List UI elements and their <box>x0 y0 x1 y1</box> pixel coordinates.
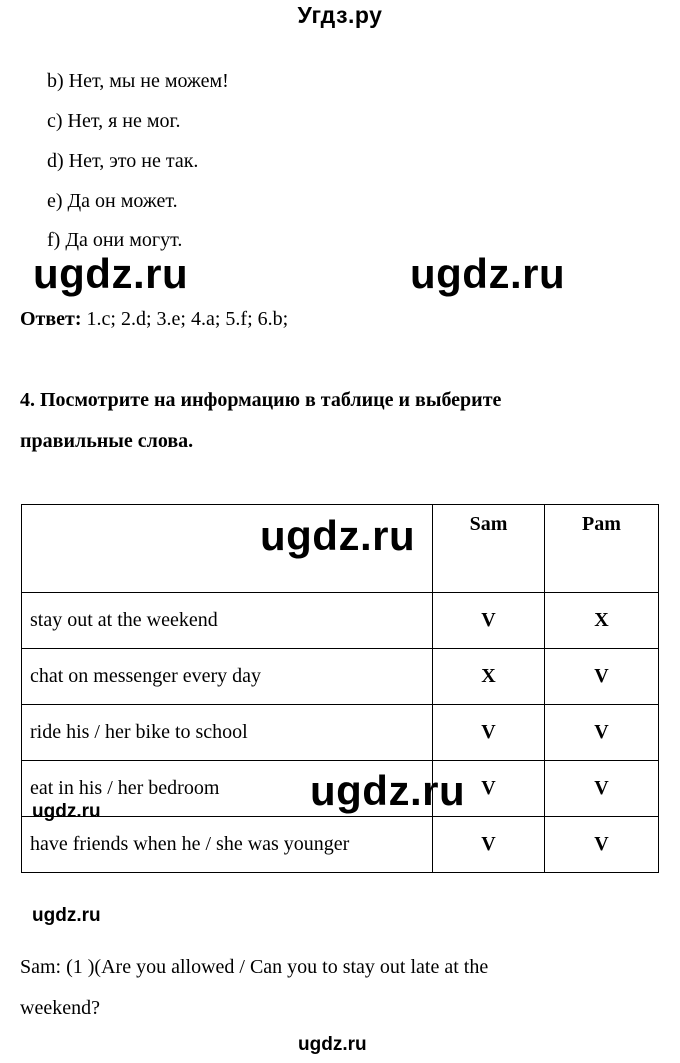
sam-mark-cell: V <box>433 705 545 761</box>
pam-mark-cell: V <box>545 761 659 817</box>
watermark: ugdz.ru <box>298 1034 367 1055</box>
table-row <box>22 593 659 649</box>
answer-text: 1.c; 2.d; 3.e; 4.a; 5.f; 6.b; <box>81 308 289 330</box>
answer-line <box>20 308 288 331</box>
sam-mark-cell: V <box>433 761 545 817</box>
activity-cell: eat in his / her bedroom <box>22 761 433 817</box>
activity-cell: stay out at the weekend <box>22 593 433 649</box>
activity-cell: chat on messenger every day <box>22 649 433 705</box>
sam-mark-cell: X <box>433 649 545 705</box>
pam-mark-cell: V <box>545 817 659 873</box>
table-row <box>22 649 659 705</box>
sam-mark-cell: V <box>433 593 545 649</box>
answer-option-f: f) Да они могут. <box>47 229 183 251</box>
answer-option-e: e) Да он может. <box>47 190 178 212</box>
pam-mark-cell: V <box>545 649 659 705</box>
activity-cell: have friends when he / she was younger <box>22 817 433 873</box>
watermark: ugdz.ru <box>32 801 101 822</box>
table-header-cell: Sam <box>433 505 545 593</box>
table-header-cell: Pam <box>545 505 659 593</box>
exercise-line-1: Sam: (1 )(Are you allowed / Can you to stay out late at the <box>20 956 489 978</box>
table-row <box>22 817 659 873</box>
watermark: ugdz.ru <box>410 250 566 297</box>
watermark: ugdz.ru <box>32 905 101 926</box>
answer-option-b: b) Нет, мы не можем! <box>47 70 229 92</box>
pam-mark-cell: V <box>545 705 659 761</box>
watermark: ugdz.ru <box>260 512 416 559</box>
task-heading-line-2: правильные слова. <box>20 430 194 452</box>
answer-option-d: d) Нет, это не так. <box>47 150 199 172</box>
site-title: Угдз.ру <box>297 2 383 28</box>
answer-option-c: c) Нет, я не мог. <box>47 110 181 132</box>
table-row <box>22 705 659 761</box>
watermark: ugdz.ru <box>33 250 189 297</box>
watermark: ugdz.ru <box>310 767 466 814</box>
sam-mark-cell: V <box>433 817 545 873</box>
exercise-line-2: weekend? <box>20 997 100 1019</box>
pam-mark-cell: X <box>545 593 659 649</box>
answer-label: Ответ: <box>20 308 82 330</box>
activity-cell: ride his / her bike to school <box>22 705 433 761</box>
task-heading-line-1: 4. Посмотрите на информацию в таблице и выберите <box>20 389 502 411</box>
